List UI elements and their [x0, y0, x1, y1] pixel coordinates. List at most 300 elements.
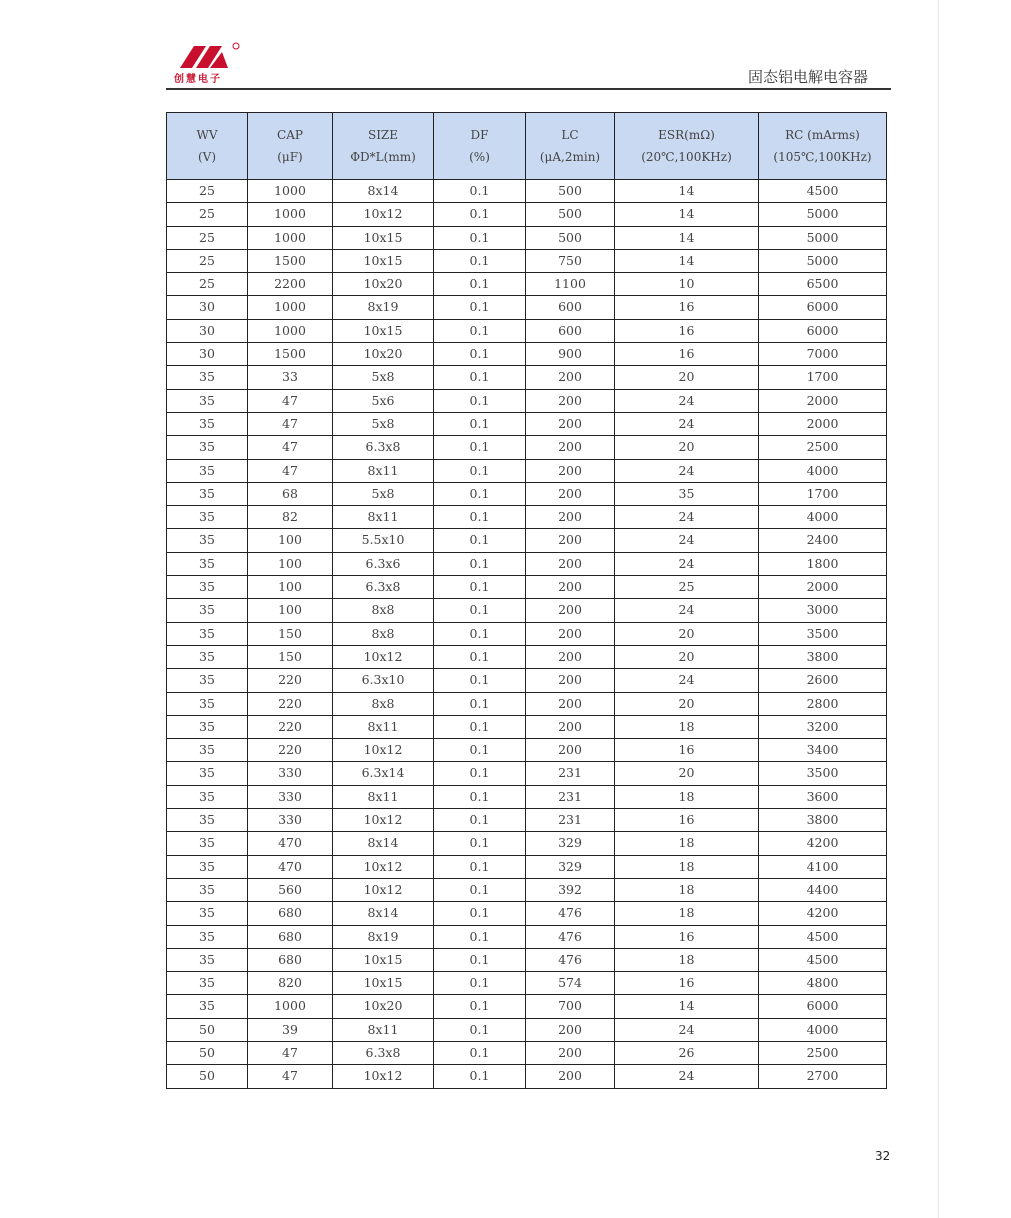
column-header [615, 113, 759, 180]
table-row [167, 622, 887, 645]
table-cell: 8x11 [333, 785, 434, 808]
table-cell: 10 [615, 273, 759, 296]
table-cell: 8x11 [333, 506, 434, 529]
table-cell: 100 [248, 529, 333, 552]
table-cell: 200 [526, 552, 615, 575]
table-cell: 10x15 [333, 249, 434, 272]
table-cell: 0.1 [434, 1065, 526, 1088]
table-cell: 1100 [526, 273, 615, 296]
table-cell: 18 [615, 785, 759, 808]
table-row [167, 319, 887, 342]
table-cell: 35 [167, 552, 248, 575]
table-cell: 0.1 [434, 319, 526, 342]
column-header [248, 113, 333, 180]
table-cell: 25 [167, 180, 248, 203]
table-cell: 10x12 [333, 878, 434, 901]
table-cell: 25 [167, 249, 248, 272]
table-cell: 6.3x6 [333, 552, 434, 575]
column-header-name: ESR(mΩ) [658, 128, 715, 142]
table-cell: 200 [526, 669, 615, 692]
table-cell: 35 [167, 832, 248, 855]
column-header-unit: (105℃,100KHz) [773, 150, 872, 164]
table-cell: 200 [526, 506, 615, 529]
column-header [526, 113, 615, 180]
table-cell: 50 [167, 1018, 248, 1041]
table-cell: 0.1 [434, 529, 526, 552]
table-cell: 8x14 [333, 180, 434, 203]
table-cell: 330 [248, 809, 333, 832]
table-row [167, 1065, 887, 1088]
table-cell: 100 [248, 576, 333, 599]
column-header-name: LC [561, 128, 579, 142]
table-row [167, 878, 887, 901]
table-cell: 220 [248, 669, 333, 692]
table-cell: 0.1 [434, 1041, 526, 1064]
table-cell: 820 [248, 972, 333, 995]
table-cell: 4100 [759, 855, 887, 878]
table-cell: 200 [526, 459, 615, 482]
table-cell: 35 [167, 389, 248, 412]
table-cell: 47 [248, 1065, 333, 1088]
table-cell: 4500 [759, 925, 887, 948]
table-cell: 35 [167, 715, 248, 738]
table-cell: 0.1 [434, 249, 526, 272]
table-cell: 0.1 [434, 948, 526, 971]
table-cell: 0.1 [434, 436, 526, 459]
table-cell: 220 [248, 739, 333, 762]
table-cell: 35 [167, 902, 248, 925]
table-row [167, 482, 887, 505]
table-cell: 0.1 [434, 902, 526, 925]
table-cell: 20 [615, 692, 759, 715]
table-cell: 35 [167, 809, 248, 832]
document-title: 固态铝电解电容器 [747, 68, 868, 86]
table-cell: 10x15 [333, 972, 434, 995]
table-cell: 8x19 [333, 296, 434, 319]
table-cell: 30 [167, 319, 248, 342]
table-cell: 500 [526, 180, 615, 203]
table-cell: 16 [615, 809, 759, 832]
company-logo [172, 42, 238, 84]
table-cell: 1000 [248, 180, 333, 203]
table-cell: 26 [615, 1041, 759, 1064]
table-cell: 1000 [248, 203, 333, 226]
table-cell: 39 [248, 1018, 333, 1041]
table-cell: 47 [248, 389, 333, 412]
table-cell: 3000 [759, 599, 887, 622]
table-cell: 0.1 [434, 599, 526, 622]
column-header [167, 113, 248, 180]
table-cell: 24 [615, 552, 759, 575]
logo-mark-icon [176, 42, 240, 70]
table-cell: 5000 [759, 226, 887, 249]
table-cell: 4000 [759, 459, 887, 482]
table-cell: 10x12 [333, 645, 434, 668]
table-cell: 30 [167, 343, 248, 366]
table-header-row [167, 113, 887, 180]
table-cell: 20 [615, 436, 759, 459]
table-row [167, 1041, 887, 1064]
table-cell: 24 [615, 506, 759, 529]
table-cell: 35 [167, 622, 248, 645]
table-cell: 14 [615, 249, 759, 272]
table-cell: 231 [526, 809, 615, 832]
table-row [167, 576, 887, 599]
column-header-unit: (20℃,100KHz) [641, 150, 732, 164]
table-row [167, 715, 887, 738]
table-cell: 5000 [759, 203, 887, 226]
table-cell: 35 [167, 436, 248, 459]
table-row [167, 739, 887, 762]
table-cell: 6000 [759, 296, 887, 319]
table-cell: 0.1 [434, 809, 526, 832]
table-cell: 500 [526, 226, 615, 249]
table-cell: 0.1 [434, 832, 526, 855]
column-header [333, 113, 434, 180]
table-cell: 10x12 [333, 809, 434, 832]
table-cell: 35 [167, 739, 248, 762]
table-cell: 7000 [759, 343, 887, 366]
header-rule [166, 88, 891, 90]
table-cell: 0.1 [434, 576, 526, 599]
table-cell: 200 [526, 645, 615, 668]
table-header [167, 113, 887, 180]
table-cell: 82 [248, 506, 333, 529]
table-cell: 0.1 [434, 296, 526, 319]
table-cell: 8x8 [333, 692, 434, 715]
table-cell: 4200 [759, 832, 887, 855]
table-cell: 200 [526, 622, 615, 645]
column-header-name: RC (mArms) [785, 128, 860, 142]
table-cell: 30 [167, 296, 248, 319]
table-cell: 24 [615, 529, 759, 552]
table-cell: 5x6 [333, 389, 434, 412]
table-row [167, 902, 887, 925]
table-cell: 574 [526, 972, 615, 995]
table-cell: 16 [615, 343, 759, 366]
table-cell: 200 [526, 412, 615, 435]
table-cell: 4500 [759, 948, 887, 971]
table-cell: 231 [526, 785, 615, 808]
table-row [167, 296, 887, 319]
table-cell: 4000 [759, 1018, 887, 1041]
table-cell: 330 [248, 762, 333, 785]
table-cell: 35 [167, 948, 248, 971]
table-cell: 900 [526, 343, 615, 366]
table-cell: 476 [526, 948, 615, 971]
table-cell: 10x12 [333, 739, 434, 762]
table-cell: 5x8 [333, 366, 434, 389]
table-cell: 8x11 [333, 1018, 434, 1041]
table-cell: 231 [526, 762, 615, 785]
table-row [167, 249, 887, 272]
table-cell: 0.1 [434, 1018, 526, 1041]
table-cell: 2200 [248, 273, 333, 296]
table-cell: 35 [167, 599, 248, 622]
table-cell: 35 [167, 529, 248, 552]
table-cell: 500 [526, 203, 615, 226]
table-cell: 0.1 [434, 226, 526, 249]
table-cell: 220 [248, 715, 333, 738]
table-row [167, 389, 887, 412]
table-cell: 35 [167, 972, 248, 995]
table-cell: 0.1 [434, 855, 526, 878]
table-cell: 47 [248, 1041, 333, 1064]
table-cell: 0.1 [434, 739, 526, 762]
table-cell: 4200 [759, 902, 887, 925]
table-cell: 14 [615, 995, 759, 1018]
table-cell: 1000 [248, 995, 333, 1018]
table-row [167, 832, 887, 855]
table-cell: 3500 [759, 622, 887, 645]
table-cell: 25 [167, 226, 248, 249]
table-cell: 35 [167, 762, 248, 785]
table-row [167, 180, 887, 203]
table-cell: 600 [526, 296, 615, 319]
table-cell: 2400 [759, 529, 887, 552]
table-cell: 1000 [248, 319, 333, 342]
table-cell: 35 [167, 692, 248, 715]
table-cell: 470 [248, 855, 333, 878]
table-cell: 100 [248, 552, 333, 575]
column-header-name: DF [470, 128, 489, 142]
table-cell: 16 [615, 739, 759, 762]
table-cell: 680 [248, 902, 333, 925]
table-cell: 0.1 [434, 389, 526, 412]
table-cell: 20 [615, 762, 759, 785]
table-cell: 200 [526, 576, 615, 599]
table-row [167, 972, 887, 995]
table-cell: 35 [615, 482, 759, 505]
table-cell: 10x12 [333, 855, 434, 878]
table-cell: 35 [167, 459, 248, 482]
column-header-name: SIZE [367, 128, 399, 142]
table-cell: 1000 [248, 296, 333, 319]
table-cell: 330 [248, 785, 333, 808]
table-cell: 35 [167, 855, 248, 878]
table-cell: 35 [167, 366, 248, 389]
table-cell: 10x20 [333, 273, 434, 296]
table-cell: 10x20 [333, 995, 434, 1018]
table-cell: 6.3x8 [333, 576, 434, 599]
table-cell: 35 [167, 669, 248, 692]
table-cell: 50 [167, 1065, 248, 1088]
table-row [167, 226, 887, 249]
table-cell: 5.5x10 [333, 529, 434, 552]
table-cell: 10x12 [333, 1065, 434, 1088]
table-cell: 200 [526, 692, 615, 715]
table-cell: 35 [167, 878, 248, 901]
table-cell: 35 [167, 785, 248, 808]
table-cell: 24 [615, 389, 759, 412]
table-cell: 3400 [759, 739, 887, 762]
table-cell: 5x8 [333, 412, 434, 435]
page-edge-line [938, 0, 939, 1218]
table-cell: 200 [526, 482, 615, 505]
table-row [167, 762, 887, 785]
table-row [167, 1018, 887, 1041]
table-cell: 0.1 [434, 669, 526, 692]
table-cell: 150 [248, 645, 333, 668]
table-cell: 10x20 [333, 343, 434, 366]
table-row [167, 366, 887, 389]
table-cell: 680 [248, 925, 333, 948]
table-cell: 200 [526, 715, 615, 738]
table-cell: 200 [526, 1041, 615, 1064]
table-row [167, 552, 887, 575]
page-number: 32 [875, 1149, 891, 1163]
table-cell: 47 [248, 436, 333, 459]
table-cell: 2800 [759, 692, 887, 715]
table-cell: 200 [526, 739, 615, 762]
table-cell: 35 [167, 645, 248, 668]
table-cell: 24 [615, 599, 759, 622]
column-header-unit: ΦD*L(mm) [350, 150, 416, 164]
table-cell: 3800 [759, 809, 887, 832]
table-cell: 8x11 [333, 715, 434, 738]
table-cell: 476 [526, 902, 615, 925]
table-cell: 35 [167, 482, 248, 505]
table-cell: 10x12 [333, 203, 434, 226]
table-cell: 6000 [759, 319, 887, 342]
table-cell: 0.1 [434, 995, 526, 1018]
table-cell: 6.3x8 [333, 1041, 434, 1064]
table-row [167, 809, 887, 832]
table-cell: 1700 [759, 482, 887, 505]
table-cell: 25 [167, 273, 248, 296]
table-cell: 0.1 [434, 506, 526, 529]
table-cell: 10x15 [333, 226, 434, 249]
table-cell: 476 [526, 925, 615, 948]
table-cell: 24 [615, 459, 759, 482]
table-cell: 35 [167, 576, 248, 599]
table-cell: 0.1 [434, 715, 526, 738]
table-cell: 24 [615, 1065, 759, 1088]
table-cell: 18 [615, 878, 759, 901]
column-header-unit: (μA,2min) [539, 150, 601, 164]
table-cell: 200 [526, 389, 615, 412]
column-header [759, 113, 887, 180]
column-header-unit: (%) [469, 150, 490, 164]
table-cell: 6.3x14 [333, 762, 434, 785]
table-cell: 0.1 [434, 785, 526, 808]
table-cell: 35 [167, 925, 248, 948]
table-cell: 200 [526, 1018, 615, 1041]
table-cell: 600 [526, 319, 615, 342]
table-cell: 0.1 [434, 552, 526, 575]
table-cell: 24 [615, 412, 759, 435]
table-cell: 1700 [759, 366, 887, 389]
capacitor-spec-table [166, 112, 887, 1089]
table-cell: 560 [248, 878, 333, 901]
column-header-name: WV [196, 128, 218, 142]
table-cell: 392 [526, 878, 615, 901]
table-cell: 8x14 [333, 832, 434, 855]
table-cell: 0.1 [434, 482, 526, 505]
table-cell: 8x19 [333, 925, 434, 948]
table-cell: 200 [526, 436, 615, 459]
column-header-unit: (μF) [277, 150, 303, 164]
table-row [167, 692, 887, 715]
table-cell: 1500 [248, 249, 333, 272]
table-row [167, 599, 887, 622]
table-cell: 0.1 [434, 878, 526, 901]
table-cell: 35 [167, 412, 248, 435]
table-row [167, 995, 887, 1018]
table-cell: 220 [248, 692, 333, 715]
table-cell: 6000 [759, 995, 887, 1018]
column-header-name: CAP [277, 128, 303, 142]
table-cell: 1800 [759, 552, 887, 575]
table-row [167, 412, 887, 435]
table-cell: 47 [248, 459, 333, 482]
table-row [167, 343, 887, 366]
column-header [434, 113, 526, 180]
table-row [167, 459, 887, 482]
table-cell: 18 [615, 902, 759, 925]
table-cell: 1500 [248, 343, 333, 366]
table-cell: 0.1 [434, 762, 526, 785]
table-cell: 2600 [759, 669, 887, 692]
table-cell: 5x8 [333, 482, 434, 505]
table-cell: 4400 [759, 878, 887, 901]
table-row [167, 948, 887, 971]
table-cell: 16 [615, 972, 759, 995]
table-cell: 14 [615, 203, 759, 226]
table-cell: 20 [615, 622, 759, 645]
table-cell: 6.3x10 [333, 669, 434, 692]
table-cell: 750 [526, 249, 615, 272]
table-row [167, 785, 887, 808]
table-cell: 0.1 [434, 366, 526, 389]
table-cell: 68 [248, 482, 333, 505]
table-cell: 4000 [759, 506, 887, 529]
table-cell: 0.1 [434, 273, 526, 296]
table-cell: 35 [167, 506, 248, 529]
table-cell: 35 [167, 995, 248, 1018]
table-cell: 6.3x8 [333, 436, 434, 459]
table-cell: 329 [526, 855, 615, 878]
table-cell: 0.1 [434, 692, 526, 715]
table-cell: 100 [248, 599, 333, 622]
table-cell: 2500 [759, 436, 887, 459]
table-cell: 47 [248, 412, 333, 435]
table-cell: 14 [615, 226, 759, 249]
table-row [167, 925, 887, 948]
table-cell: 25 [615, 576, 759, 599]
table-row [167, 506, 887, 529]
table-cell: 18 [615, 715, 759, 738]
table-cell: 200 [526, 1065, 615, 1088]
table-cell: 0.1 [434, 203, 526, 226]
table-cell: 0.1 [434, 972, 526, 995]
table-cell: 470 [248, 832, 333, 855]
table-cell: 20 [615, 366, 759, 389]
table-cell: 0.1 [434, 180, 526, 203]
table-cell: 680 [248, 948, 333, 971]
logo-text: 创慧电子 [174, 74, 222, 85]
table-cell: 200 [526, 599, 615, 622]
table-row [167, 203, 887, 226]
table-cell: 16 [615, 319, 759, 342]
table-cell: 2000 [759, 576, 887, 599]
table-cell: 150 [248, 622, 333, 645]
table-cell: 700 [526, 995, 615, 1018]
table-cell: 16 [615, 925, 759, 948]
table-cell: 8x8 [333, 599, 434, 622]
table-cell: 16 [615, 296, 759, 319]
table-cell: 2700 [759, 1065, 887, 1088]
